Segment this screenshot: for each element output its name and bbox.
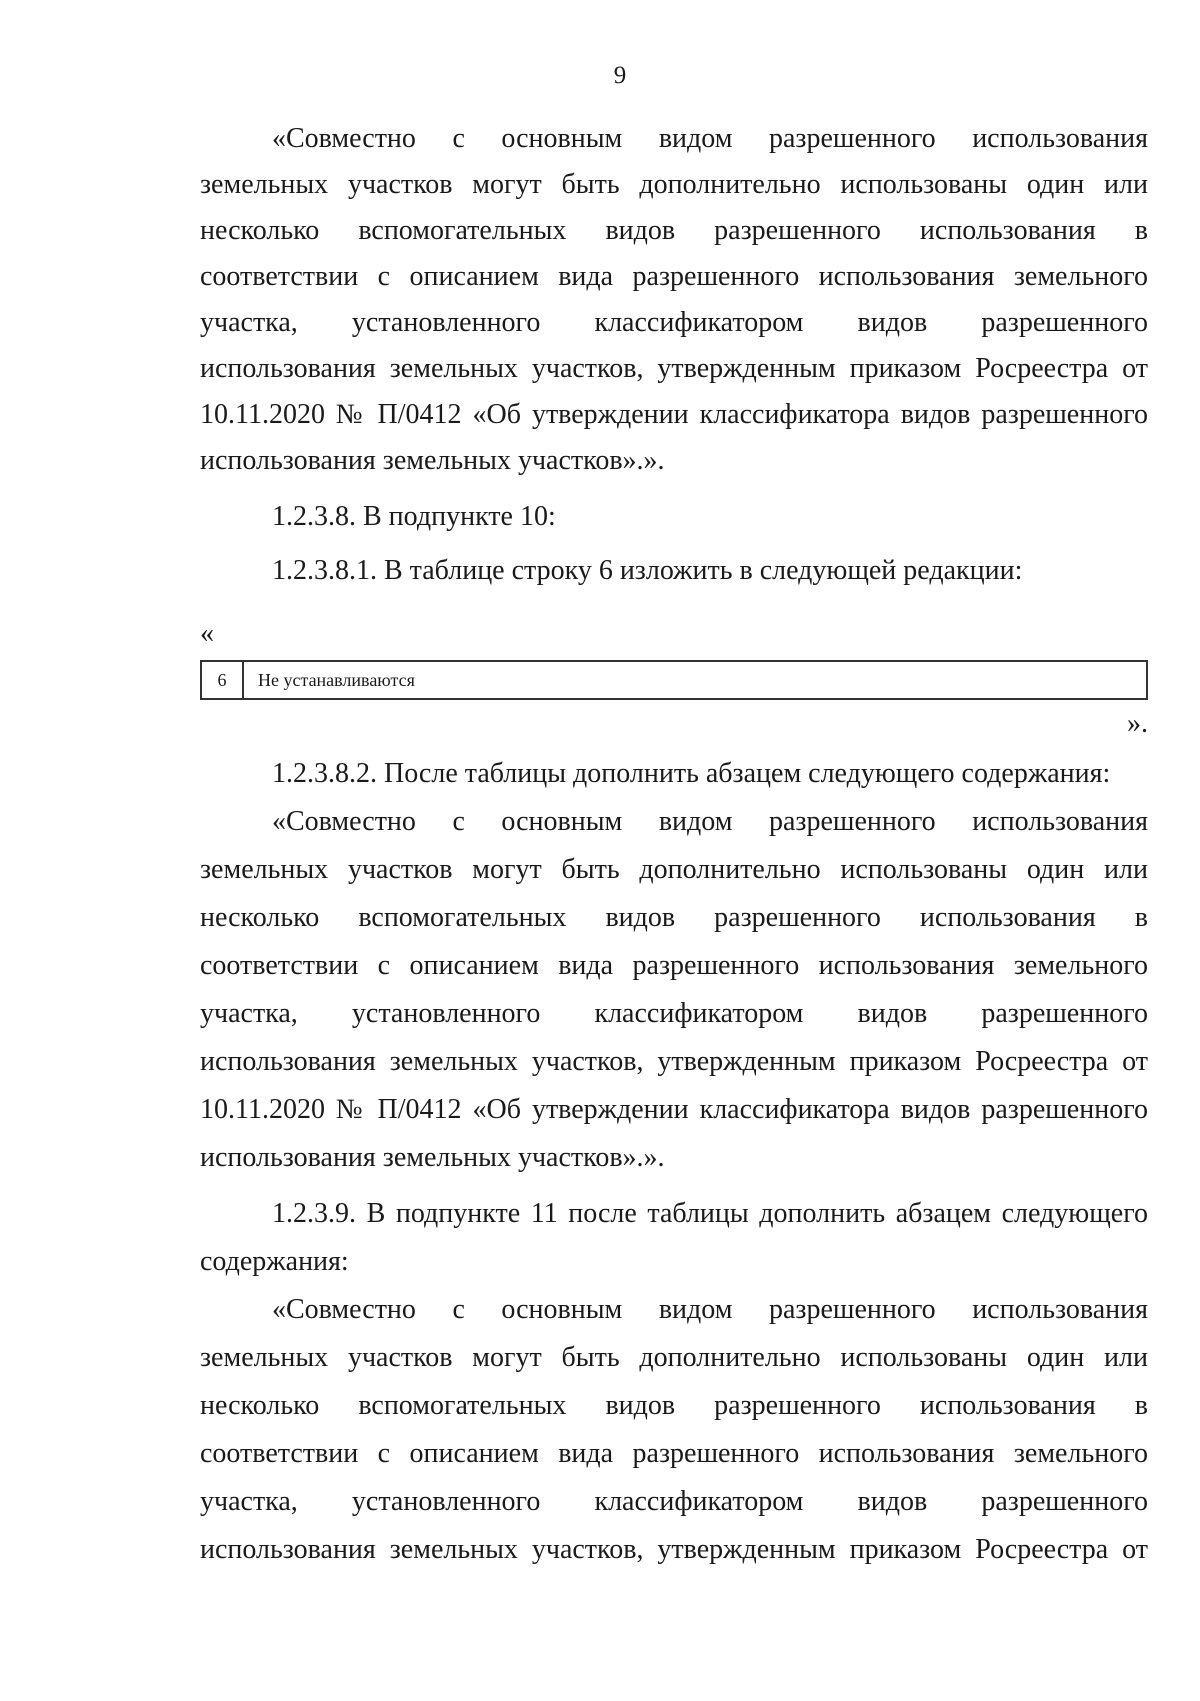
paragraph-line: использования земельных участков, утвержденным приказом Росреестра от [200, 1046, 1148, 1077]
section-heading: 1.2.3.8.2. После таблицы дополнить абзацем следующего содержания: [272, 758, 1111, 789]
paragraph-line: использования земельных участков, утвержденным приказом Росреестра от [200, 1534, 1148, 1565]
section-heading: 1.2.3.9. В подпункте 11 после таблицы дополнить абзацем следующего [272, 1198, 1148, 1229]
paragraph-line: соответствии с описанием вида разрешенного использования земельного [200, 261, 1148, 292]
paragraph-line: земельных участков могут быть дополнительно использованы один или [200, 854, 1148, 885]
section-heading: 1.2.3.8.1. В таблице строку 6 изложить в следующей редакции: [272, 555, 1023, 586]
paragraph-line: 10.11.2020 № П/0412 «Об утверждении классификатора видов разрешенного [200, 1094, 1148, 1125]
paragraph-line: использования земельных участков».». [200, 445, 665, 476]
paragraph-line: несколько вспомогательных видов разрешенного использования в [200, 902, 1148, 933]
table-cell-number: 6 [202, 662, 244, 698]
quote-open-mark: « [200, 618, 214, 649]
paragraph-line: несколько вспомогательных видов разрешенного использования в [200, 215, 1148, 246]
table-cell-text: Не устанавливаются [258, 669, 415, 690]
paragraph-line: «Совместно с основным видом разрешенного использования [272, 1294, 1148, 1325]
page-number: 9 [613, 62, 627, 89]
paragraph-line: участка, установленного классификатором видов разрешенного [200, 1486, 1148, 1517]
quote-close-mark: ». [1127, 708, 1148, 739]
paragraph-line: соответствии с описанием вида разрешенного использования земельного [200, 950, 1148, 981]
paragraph-line: использования земельных участков, утвержденным приказом Росреестра от [200, 353, 1148, 384]
paragraph-line: 10.11.2020 № П/0412 «Об утверждении классификатора видов разрешенного [200, 399, 1148, 430]
paragraph-line: земельных участков могут быть дополнительно использованы один или [200, 169, 1148, 200]
section-heading-continuation: содержания: [200, 1246, 349, 1277]
paragraph-line: земельных участков могут быть дополнительно использованы один или [200, 1342, 1148, 1373]
paragraph-line: несколько вспомогательных видов разрешенного использования в [200, 1390, 1148, 1421]
table-row [200, 660, 1148, 700]
paragraph-line: участка, установленного классификатором видов разрешенного [200, 998, 1148, 1029]
paragraph-line: участка, установленного классификатором видов разрешенного [200, 307, 1148, 338]
paragraph-line: «Совместно с основным видом разрешенного использования [272, 806, 1148, 837]
section-heading: 1.2.3.8. В подпункте 10: [272, 501, 556, 532]
paragraph-line: соответствии с описанием вида разрешенного использования земельного [200, 1438, 1148, 1469]
paragraph-line: использования земельных участков».». [200, 1142, 665, 1173]
paragraph-line: «Совместно с основным видом разрешенного использования [272, 123, 1148, 154]
